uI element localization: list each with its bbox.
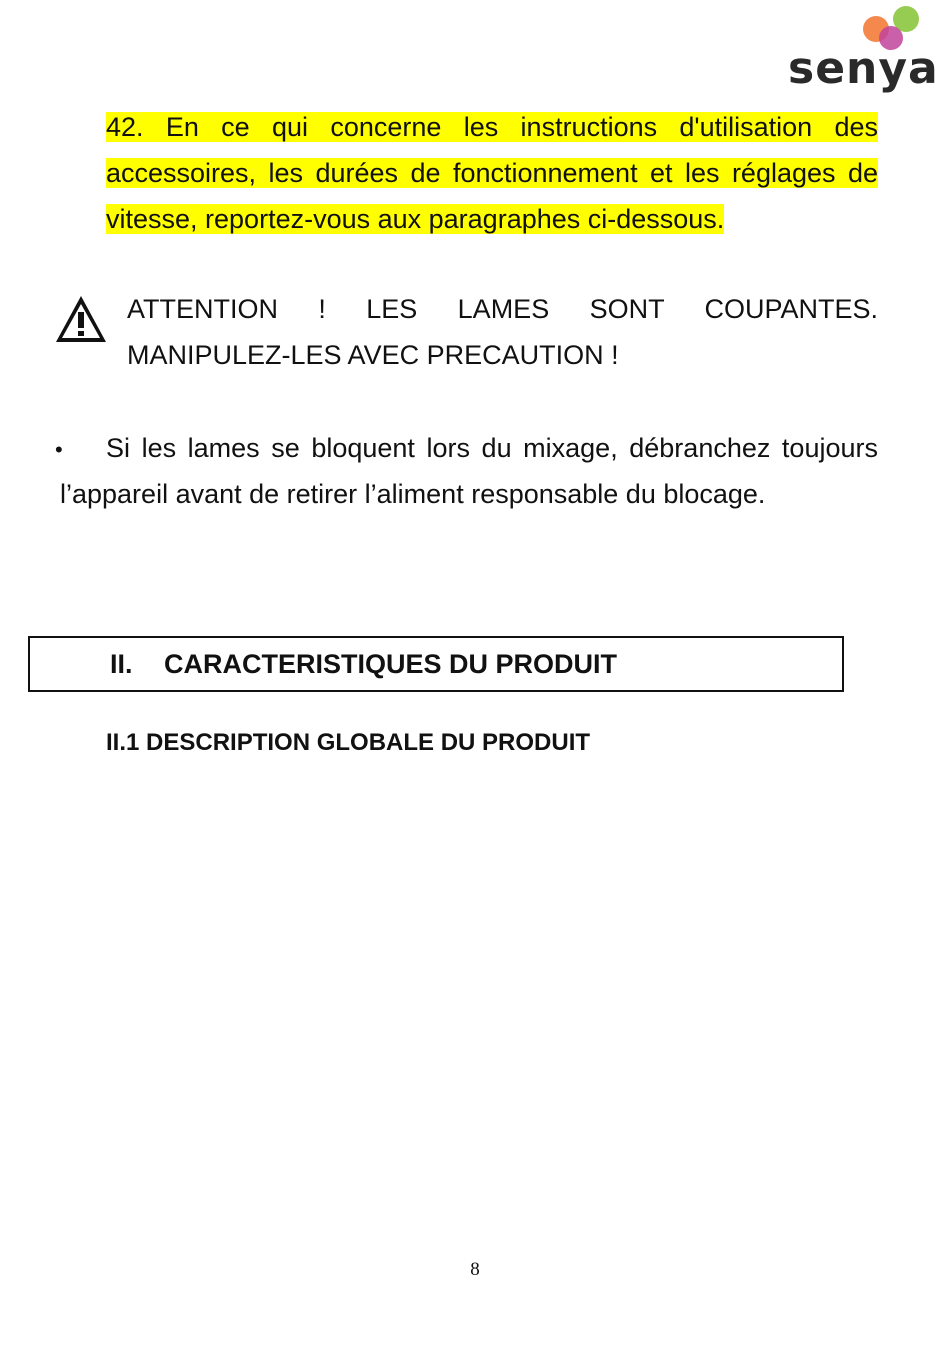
highlighted-text: 42. En ce qui concerne les instructions d'utilisation des accessoires, les durées de fonctionnement et les réglages de vitesse, reportez-vous aux paragraphes ci-dessous. <box>106 112 878 234</box>
logo-wordmark: senya <box>788 43 939 94</box>
page-number: 8 <box>470 1259 480 1280</box>
bullet-text: Si les lames se bloquent lors du mixage, débranchez toujours l’appareil avant de retirer l’aliment responsable du blocage. <box>60 433 878 509</box>
bullet-marker: • <box>55 437 63 462</box>
section-number: II. <box>110 649 133 679</box>
section-title: CARACTERISTIQUES DU PRODUIT <box>164 649 618 679</box>
senya-logo <box>788 4 938 100</box>
warning-triangle-icon <box>54 294 108 344</box>
instructions-paragraph <box>106 104 878 242</box>
section-heading-box <box>28 636 844 692</box>
warning-text: ATTENTION ! LES LAMES SONT COUPANTES. MANIPULEZ-LES AVEC PRECAUTION ! <box>127 294 878 370</box>
subsection-title: II.1 DESCRIPTION GLOBALE DU PRODUIT <box>106 729 591 756</box>
